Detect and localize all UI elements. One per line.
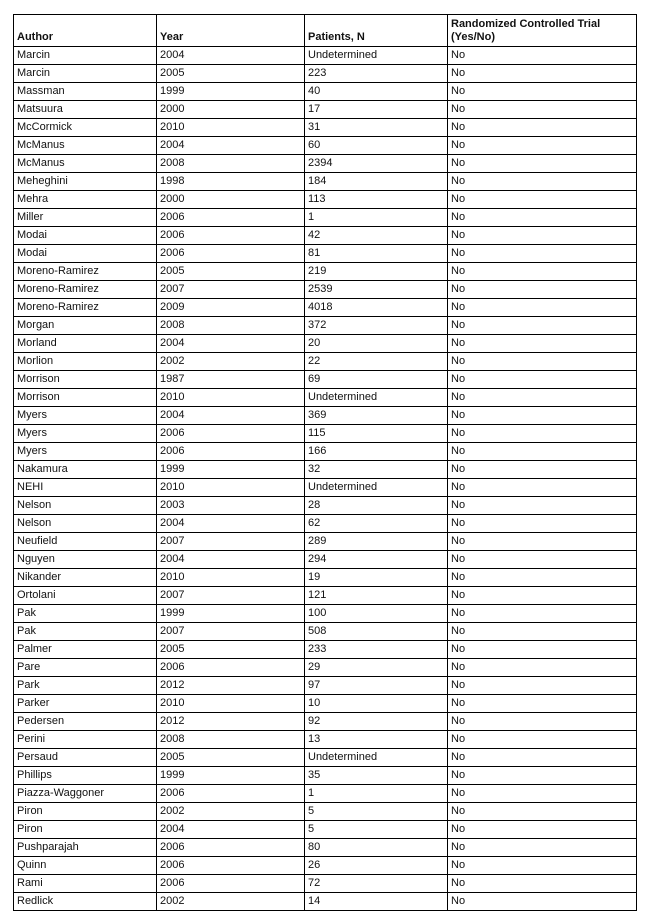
year-cell: 1999 — [157, 767, 305, 785]
year-cell: 2005 — [157, 641, 305, 659]
patients-cell: Undetermined — [305, 749, 448, 767]
rct-cell: No — [448, 569, 637, 587]
year-cell: 1998 — [157, 173, 305, 191]
author-cell: McCormick — [14, 119, 157, 137]
patients-cell: 166 — [305, 443, 448, 461]
table-row — [14, 623, 637, 641]
patients-cell: 369 — [305, 407, 448, 425]
table-row — [14, 425, 637, 443]
rct-cell: No — [448, 443, 637, 461]
rct-cell: No — [448, 767, 637, 785]
patients-cell: 92 — [305, 713, 448, 731]
rct-cell: No — [448, 281, 637, 299]
year-cell: 2009 — [157, 299, 305, 317]
patients-cell: 40 — [305, 83, 448, 101]
rct-cell: No — [448, 425, 637, 443]
year-cell: 2002 — [157, 893, 305, 911]
patients-cell: 28 — [305, 497, 448, 515]
table-row — [14, 479, 637, 497]
table-row — [14, 821, 637, 839]
rct-cell: No — [448, 101, 637, 119]
year-cell: 2012 — [157, 713, 305, 731]
table-row — [14, 353, 637, 371]
patients-cell: 31 — [305, 119, 448, 137]
year-cell: 2008 — [157, 317, 305, 335]
year-cell: 2005 — [157, 263, 305, 281]
author-cell: Redlick — [14, 893, 157, 911]
rct-cell: No — [448, 461, 637, 479]
rct-cell: No — [448, 155, 637, 173]
table-row — [14, 551, 637, 569]
year-cell: 2010 — [157, 569, 305, 587]
author-cell: Nelson — [14, 515, 157, 533]
author-cell: Moreno-Ramirez — [14, 263, 157, 281]
table-row — [14, 695, 637, 713]
table-row — [14, 281, 637, 299]
author-cell: Pare — [14, 659, 157, 677]
year-cell: 1987 — [157, 371, 305, 389]
author-cell: Morland — [14, 335, 157, 353]
rct-cell: No — [448, 659, 637, 677]
author-cell: Morgan — [14, 317, 157, 335]
rct-cell: No — [448, 515, 637, 533]
patients-cell: 62 — [305, 515, 448, 533]
year-cell: 1999 — [157, 83, 305, 101]
table-row — [14, 767, 637, 785]
rct-cell: No — [448, 47, 637, 65]
author-cell: McManus — [14, 155, 157, 173]
rct-cell: No — [448, 605, 637, 623]
year-cell: 2005 — [157, 65, 305, 83]
table-row — [14, 245, 637, 263]
table-row — [14, 641, 637, 659]
table-row — [14, 875, 637, 893]
rct-cell: No — [448, 497, 637, 515]
author-cell: Palmer — [14, 641, 157, 659]
rct-cell: No — [448, 695, 637, 713]
studies-table — [13, 14, 637, 911]
patients-cell: 4018 — [305, 299, 448, 317]
table-row — [14, 587, 637, 605]
author-cell: Piazza-Waggoner — [14, 785, 157, 803]
author-cell: Phillips — [14, 767, 157, 785]
rct-cell: No — [448, 65, 637, 83]
author-cell: Morrison — [14, 371, 157, 389]
author-cell: Quinn — [14, 857, 157, 875]
rct-cell: No — [448, 389, 637, 407]
rct-cell: No — [448, 857, 637, 875]
column-header-author: Author — [14, 15, 157, 47]
author-cell: Park — [14, 677, 157, 695]
table-row — [14, 263, 637, 281]
author-cell: McManus — [14, 137, 157, 155]
table-row — [14, 209, 637, 227]
patients-cell: 2394 — [305, 155, 448, 173]
year-cell: 2007 — [157, 281, 305, 299]
rct-cell: No — [448, 317, 637, 335]
year-cell: 2004 — [157, 335, 305, 353]
author-cell: Meheghini — [14, 173, 157, 191]
year-cell: 2002 — [157, 353, 305, 371]
table-row — [14, 389, 637, 407]
table-row — [14, 731, 637, 749]
rct-cell: No — [448, 479, 637, 497]
author-cell: Persaud — [14, 749, 157, 767]
table-row — [14, 803, 637, 821]
patients-cell: 14 — [305, 893, 448, 911]
year-cell: 2006 — [157, 209, 305, 227]
rct-cell: No — [448, 533, 637, 551]
year-cell: 2008 — [157, 155, 305, 173]
rct-cell: No — [448, 83, 637, 101]
table-row — [14, 371, 637, 389]
patients-cell: 372 — [305, 317, 448, 335]
patients-cell: Undetermined — [305, 389, 448, 407]
table-row — [14, 677, 637, 695]
patients-cell: 1 — [305, 785, 448, 803]
patients-cell: 81 — [305, 245, 448, 263]
rct-cell: No — [448, 551, 637, 569]
patients-cell: 13 — [305, 731, 448, 749]
rct-cell: No — [448, 335, 637, 353]
table-row — [14, 101, 637, 119]
author-cell: Nelson — [14, 497, 157, 515]
table-row — [14, 65, 637, 83]
patients-cell: 80 — [305, 839, 448, 857]
rct-cell: No — [448, 623, 637, 641]
year-cell: 2007 — [157, 587, 305, 605]
year-cell: 2006 — [157, 875, 305, 893]
patients-cell: 5 — [305, 821, 448, 839]
rct-cell: No — [448, 785, 637, 803]
author-cell: Piron — [14, 821, 157, 839]
author-cell: Myers — [14, 443, 157, 461]
year-cell: 2004 — [157, 407, 305, 425]
patients-cell: 2539 — [305, 281, 448, 299]
year-cell: 2002 — [157, 803, 305, 821]
patients-cell: 289 — [305, 533, 448, 551]
rct-cell: No — [448, 191, 637, 209]
column-header-rct: Randomized Controlled Trial (Yes/No) — [448, 15, 637, 47]
year-cell: 2000 — [157, 191, 305, 209]
table-row — [14, 407, 637, 425]
column-header-year: Year — [157, 15, 305, 47]
author-cell: Nguyen — [14, 551, 157, 569]
table-row — [14, 299, 637, 317]
table-row — [14, 191, 637, 209]
table-row — [14, 173, 637, 191]
author-cell: Neufield — [14, 533, 157, 551]
table-body — [14, 47, 637, 911]
author-cell: Modai — [14, 227, 157, 245]
year-cell: 2006 — [157, 785, 305, 803]
rct-cell: No — [448, 893, 637, 911]
year-cell: 2012 — [157, 677, 305, 695]
year-cell: 2006 — [157, 839, 305, 857]
patients-cell: 10 — [305, 695, 448, 713]
rct-cell: No — [448, 839, 637, 857]
rct-cell: No — [448, 137, 637, 155]
patients-cell: 219 — [305, 263, 448, 281]
year-cell: 2008 — [157, 731, 305, 749]
table-row — [14, 857, 637, 875]
patients-cell: 97 — [305, 677, 448, 695]
rct-cell: No — [448, 245, 637, 263]
patients-cell: 69 — [305, 371, 448, 389]
rct-cell: No — [448, 407, 637, 425]
header-row — [14, 15, 637, 47]
author-cell: Parker — [14, 695, 157, 713]
rct-cell: No — [448, 677, 637, 695]
table-row — [14, 443, 637, 461]
patients-cell: 29 — [305, 659, 448, 677]
year-cell: 2006 — [157, 659, 305, 677]
patients-cell: 294 — [305, 551, 448, 569]
author-cell: Morlion — [14, 353, 157, 371]
patients-cell: 32 — [305, 461, 448, 479]
year-cell: 2006 — [157, 443, 305, 461]
table-row — [14, 533, 637, 551]
year-cell: 2007 — [157, 623, 305, 641]
author-cell: Marcin — [14, 65, 157, 83]
patients-cell: 5 — [305, 803, 448, 821]
year-cell: 2007 — [157, 533, 305, 551]
rct-cell: No — [448, 371, 637, 389]
patients-cell: 184 — [305, 173, 448, 191]
year-cell: 2004 — [157, 821, 305, 839]
patients-cell: Undetermined — [305, 479, 448, 497]
author-cell: Myers — [14, 407, 157, 425]
patients-cell: Undetermined — [305, 47, 448, 65]
table-row — [14, 119, 637, 137]
rct-cell: No — [448, 803, 637, 821]
year-cell: 2006 — [157, 857, 305, 875]
rct-cell: No — [448, 587, 637, 605]
author-cell: Pak — [14, 605, 157, 623]
table-header — [14, 15, 637, 47]
year-cell: 2000 — [157, 101, 305, 119]
rct-cell: No — [448, 119, 637, 137]
author-cell: Nakamura — [14, 461, 157, 479]
patients-cell: 508 — [305, 623, 448, 641]
rct-cell: No — [448, 641, 637, 659]
table-row — [14, 713, 637, 731]
patients-cell: 19 — [305, 569, 448, 587]
table-row — [14, 317, 637, 335]
rct-cell: No — [448, 713, 637, 731]
author-cell: Mehra — [14, 191, 157, 209]
year-cell: 2010 — [157, 119, 305, 137]
table-row — [14, 497, 637, 515]
year-cell: 2004 — [157, 47, 305, 65]
author-cell: Matsuura — [14, 101, 157, 119]
table-row — [14, 83, 637, 101]
patients-cell: 72 — [305, 875, 448, 893]
author-cell: Pedersen — [14, 713, 157, 731]
patients-cell: 223 — [305, 65, 448, 83]
column-header-patients: Patients, N — [305, 15, 448, 47]
rct-cell: No — [448, 299, 637, 317]
author-cell: Pushparajah — [14, 839, 157, 857]
rct-cell: No — [448, 821, 637, 839]
rct-cell: No — [448, 173, 637, 191]
table-row — [14, 893, 637, 911]
author-cell: Marcin — [14, 47, 157, 65]
patients-cell: 26 — [305, 857, 448, 875]
table-row — [14, 659, 637, 677]
author-cell: Ortolani — [14, 587, 157, 605]
author-cell: Pak — [14, 623, 157, 641]
table-row — [14, 605, 637, 623]
table-row — [14, 515, 637, 533]
year-cell: 2010 — [157, 695, 305, 713]
patients-cell: 233 — [305, 641, 448, 659]
author-cell: Morrison — [14, 389, 157, 407]
year-cell: 2010 — [157, 479, 305, 497]
author-cell: Modai — [14, 245, 157, 263]
patients-cell: 60 — [305, 137, 448, 155]
author-cell: NEHI — [14, 479, 157, 497]
author-cell: Myers — [14, 425, 157, 443]
table-row — [14, 785, 637, 803]
patients-cell: 113 — [305, 191, 448, 209]
year-cell: 2006 — [157, 227, 305, 245]
patients-cell: 20 — [305, 335, 448, 353]
year-cell: 2004 — [157, 515, 305, 533]
author-cell: Perini — [14, 731, 157, 749]
rct-cell: No — [448, 227, 637, 245]
table-row — [14, 839, 637, 857]
year-cell: 2003 — [157, 497, 305, 515]
patients-cell: 22 — [305, 353, 448, 371]
author-cell: Nikander — [14, 569, 157, 587]
table-row — [14, 47, 637, 65]
table-row — [14, 335, 637, 353]
year-cell: 1999 — [157, 605, 305, 623]
author-cell: Rami — [14, 875, 157, 893]
year-cell: 2004 — [157, 551, 305, 569]
rct-cell: No — [448, 875, 637, 893]
rct-cell: No — [448, 749, 637, 767]
author-cell: Moreno-Ramirez — [14, 299, 157, 317]
patients-cell: 35 — [305, 767, 448, 785]
rct-cell: No — [448, 731, 637, 749]
author-cell: Miller — [14, 209, 157, 227]
rct-cell: No — [448, 353, 637, 371]
year-cell: 2010 — [157, 389, 305, 407]
year-cell: 2004 — [157, 137, 305, 155]
rct-cell: No — [448, 209, 637, 227]
author-cell: Piron — [14, 803, 157, 821]
table-row — [14, 569, 637, 587]
patients-cell: 42 — [305, 227, 448, 245]
year-cell: 2005 — [157, 749, 305, 767]
rct-cell: No — [448, 263, 637, 281]
table-row — [14, 749, 637, 767]
author-cell: Moreno-Ramirez — [14, 281, 157, 299]
year-cell: 2006 — [157, 425, 305, 443]
patients-cell: 115 — [305, 425, 448, 443]
patients-cell: 1 — [305, 209, 448, 227]
table-row — [14, 461, 637, 479]
author-cell: Massman — [14, 83, 157, 101]
year-cell: 1999 — [157, 461, 305, 479]
patients-cell: 121 — [305, 587, 448, 605]
patients-cell: 17 — [305, 101, 448, 119]
patients-cell: 100 — [305, 605, 448, 623]
year-cell: 2006 — [157, 245, 305, 263]
table-row — [14, 227, 637, 245]
table-row — [14, 155, 637, 173]
table-row — [14, 137, 637, 155]
